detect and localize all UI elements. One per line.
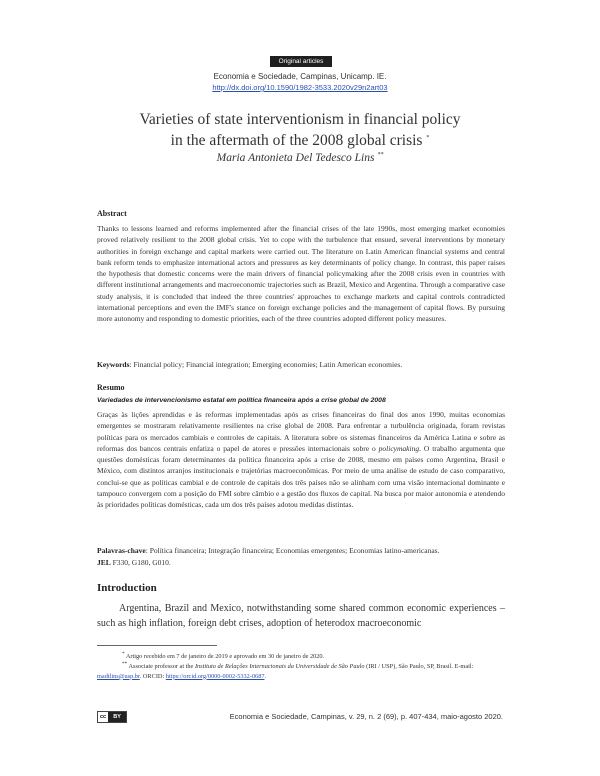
journal-line: Economia e Sociedade, Campinas, Unicamp. IE.	[213, 72, 387, 81]
palavras-chave-text: : Política financeira; Integração financeira; Economias emergentes; Economias latino-americanas.	[145, 546, 440, 555]
resumo-text-italic: policymaking	[378, 443, 420, 453]
footnote-2	[97, 660, 505, 681]
author-email-link[interactable]: madtlins@usp.br	[97, 672, 140, 680]
resumo-heading: Resumo	[97, 383, 125, 392]
abstract-text: Thanks to lessons learned and reforms implemented after the financial crises of the late 1990s, most emerging market economies proved relatively resilient to the 2008 global crisis. Yet to cope with the turbulence that ensued, several interventions by monetary authorities in foreign exchange and capital markets were carried out. The literature on Latin American financial systems and central bank reform tends to emphasize international actors and pressures as key determinants of policy change. In contrast, this paper raises the hypothesis that domestic concerns were the main drivers of financial policymaking after the 2008 crisis even in countries with different institutional arrangements and macroeconomic trajectories such as Brazil, Mexico and Argentina. Through a comparative case study analysis, it is concluded that indeed the three countries' approaches to exchange markets and capital controls contradicted international perceptions and even the IMF's stance on foreign exchange policies and the management of capital flows. By pursuing more autonomy and responding to domestic priorities, each of the three countries adopted different policy measures.	[97, 224, 505, 324]
title-line-1: Varieties of state interventionism in financial policy	[139, 111, 461, 128]
jel-text: F330, G180, G010.	[110, 558, 171, 567]
article-title	[0, 111, 600, 150]
footnote-1-text: Artigo recebido em 7 de janeiro de 2019 e aprovado em 30 de janeiro de 2020.	[124, 653, 325, 661]
author-name	[0, 152, 600, 164]
palavras-chave-label: Palavras-chave	[97, 546, 146, 555]
resumo-text-2: . O trabalho argumenta que questões domésticas foram determinantes da política financeira após a crise de 2008, mesmo em países como Argentina, Brasil e México, com distintos arranjos institucionais e trajetórias macroeconômicas. Por meio de uma análise de estudo de caso comparativo, conclui-se que as políticas cambial e de controle de capitais dos três países não se alinham com uma visão internacional dominante e tampouco convergem com a posição do FMI sobre câmbio e a gestão dos fluxos de capital. Na busca por maior autonomia e atendendo às prioridades políticas domésticas, cada um dos três países adotou medidas distintas.	[97, 443, 505, 510]
doi-link[interactable]: http://dx.doi.org/10.1590/1982-3533.2020v29n2art03	[212, 83, 388, 92]
by-icon: BY	[108, 712, 126, 722]
resumo-text	[97, 409, 505, 511]
footnote-2-mark: **	[122, 661, 128, 667]
footnote-2-end: .	[264, 672, 267, 680]
footnote-2-institution: Instituto de Relações Internacionais da Universidade de São Paulo	[194, 663, 365, 671]
footer-citation: Economia e Sociedade, Campinas, v. 29, n. 2 (69), p. 407-434, maio-agosto 2020.	[229, 712, 503, 721]
introduction-heading: Introduction	[97, 582, 157, 594]
resumo-subtitle: Variedades de intervencionismo estatal em política financeira após a crise global de 2008	[97, 397, 386, 404]
title-footnote-mark[interactable]: *	[426, 135, 430, 141]
resumo-text-1: Graças às lições aprendidas e às reformas implementadas após as crises financeiras do final dos anos 1990, muitas economias emergentes se mostraram relativamente resilientes na crise global de 2008. Para enfrentar a turbulência originada, foram revistas políticas para os mercados cambiais e controles de capitais. A literatura sobre os sistemas financeiros da América Latina e sobre as reformas dos bancos centrais enfatiza o papel de atores e pressões internacionais sobre o	[97, 410, 505, 453]
resumo-keywords	[97, 545, 505, 556]
abstract-keywords	[97, 359, 505, 370]
footnote-2-pre: Associate professor at the	[127, 663, 195, 671]
keywords-text: : Financial policy; Financial integration; Emerging economies; Latin American economies.	[129, 360, 403, 369]
footnote-2-mid: (IRI / USP), São Paulo, SP, Brasil. E-mail:	[364, 663, 474, 671]
footnote-1-mark: *	[122, 651, 125, 657]
introduction-text: Argentina, Brazil and Mexico, notwithstanding some shared common economic experiences – such as high inflation, foreign debt crises, adoption of heterodox macroeconomic	[97, 603, 505, 629]
jel-label: JEL	[97, 558, 111, 567]
cc-icon: cc	[100, 714, 107, 720]
orcid-link[interactable]: https://orcid.org/0000-0002-5332-0687	[165, 672, 265, 680]
abstract-heading: Abstract	[97, 209, 127, 218]
author-footnote-mark[interactable]: **	[377, 152, 384, 159]
title-line-2-text: in the aftermath of the 2008 global crisis	[170, 132, 423, 150]
jel-codes	[97, 557, 505, 568]
article-type-tag: Original articles	[270, 56, 332, 67]
footnote-divider	[97, 645, 217, 646]
title-line-2	[0, 129, 600, 150]
footnote-2-orcid-label: . ORCID:	[139, 672, 166, 680]
cc-by-license-badge[interactable]	[97, 711, 127, 723]
keywords-label: Keywords	[97, 360, 130, 369]
author-text: Maria Antonieta Del Tedesco Lins	[216, 152, 375, 164]
